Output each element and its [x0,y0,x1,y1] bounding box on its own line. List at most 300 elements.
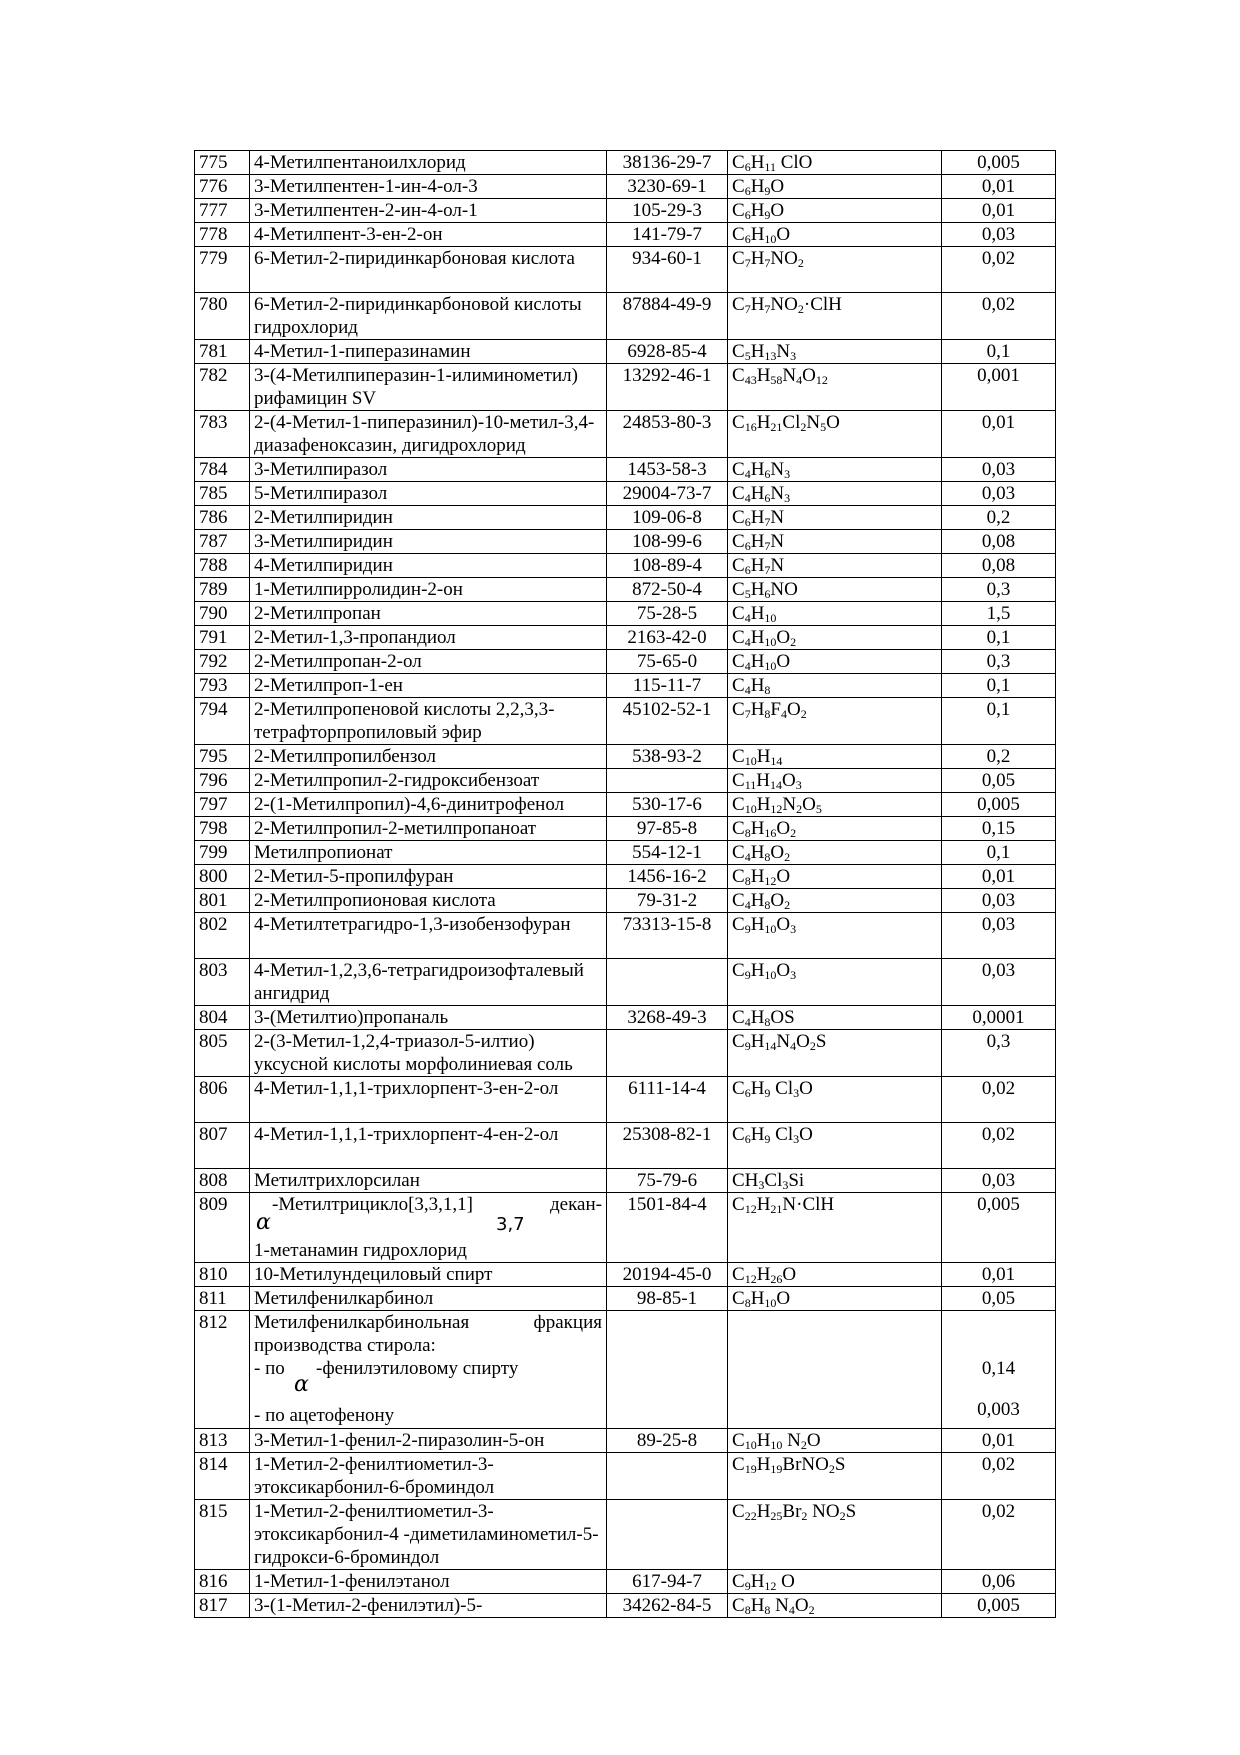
limit-value: 0,1 [942,698,1056,745]
cas-number: 1501-84-4 [607,1193,728,1263]
table-row [195,698,1056,745]
substance-name: Метилфенилкарбинол [250,1287,607,1311]
cas-number: 29004-73-7 [607,482,728,506]
cas-number [607,769,728,793]
formula-text: O [826,412,840,433]
formula-text: N [770,459,785,480]
name-part: - по [254,1358,285,1379]
formula-subscript: 12 [744,1202,757,1216]
limit-value: 0,02 [942,1453,1056,1500]
formula-text: O [796,1031,810,1052]
formula-text: NO [807,1501,840,1522]
formula-subscript: 9 [744,1039,751,1053]
formula-subscript: 7 [764,539,771,553]
formula-text: C [732,365,745,386]
formula-text: H [756,770,770,791]
table-row [195,1570,1056,1594]
formula-subscript: 16 [764,826,777,840]
name-line [254,1311,602,1334]
formula-text: C [732,746,745,767]
formula-subscript: 43 [744,373,757,387]
substance-name: 1-Метил-1-фенилэтанол [250,1570,607,1594]
name-line: - по ацетофенону [254,1405,395,1426]
limit-value: 0,05 [942,1287,1056,1311]
formula-cell [728,913,942,959]
limit-value: 0,02 [942,247,1056,293]
formula-text: C [732,483,745,504]
row-number: 782 [195,364,250,411]
formula-text: S [834,1454,846,1475]
formula-text: H [756,1454,771,1475]
formula-text: C [732,200,745,221]
formula-cell [728,1123,942,1169]
substance-name: 3-(1-Метил-2-фенилэтил)-5- [250,1594,607,1618]
substance-name: 4-Метил-1,2,3,6-тетрагидроизофталевый ангидрид [250,959,607,1006]
substance-name: 4-Метил-1,1,1-трихлорпент-4-ен-2-ол [250,1123,607,1169]
formula-subscript: 11 [744,778,757,792]
formula-text: C [732,152,745,173]
formula-text: C [732,1031,745,1052]
cas-number: 554-12-1 [607,841,728,865]
formula-text: N [782,794,797,815]
formula-text: N [770,483,785,504]
formula-subscript: 9 [744,1579,751,1593]
row-number: 815 [195,1500,250,1570]
formula-text: H [756,365,771,386]
formula-text: O [799,1078,813,1099]
limit-value: 0,1 [942,674,1056,698]
cas-number: 3268-49-3 [607,1006,728,1030]
formula-subscript: 2 [809,1039,816,1053]
formula-text: H [750,842,765,863]
formula-text: C [732,866,745,887]
table-row [195,1500,1056,1570]
limit-value: 0,02 [942,1123,1056,1169]
limit-value: 0,1 [942,626,1056,650]
table-row [195,1453,1056,1500]
cas-number [607,1311,728,1429]
formula-text: C [732,1288,745,1309]
table-row [195,1429,1056,1453]
formula-subscript: 8 [764,1015,771,1029]
formula-cell [728,578,942,602]
limit-value: 0,03 [942,889,1056,913]
row-number: 789 [195,578,250,602]
formula-subscript: 7 [744,302,751,316]
formula-text: O [799,1124,813,1145]
ring-index: 3,7 [496,1214,525,1235]
row-number: 788 [195,554,250,578]
formula-subscript: 3 [784,491,791,505]
limit-value: 0,03 [942,458,1056,482]
formula-subscript: 4 [790,1039,797,1053]
formula-text: C [732,341,745,362]
formula-text: N [770,507,785,528]
formula-subscript: 6 [744,1086,751,1100]
limit-value: 0,01 [942,411,1056,458]
row-number: 784 [195,458,250,482]
formula-subscript: 10 [764,968,777,982]
formula-subscript: 2 [797,256,804,270]
formula-subscript: 5 [820,420,827,434]
formula-subscript: 3 [784,467,791,481]
limit-value: 0,02 [942,293,1056,340]
cas-number: 1456-16-2 [607,865,728,889]
limit-value: 0,08 [942,530,1056,554]
formula-cell [728,1287,942,1311]
limit-value: 0,005 [942,1193,1056,1263]
formula-text: O [776,866,791,887]
formula-cell [728,745,942,769]
row-number: 796 [195,769,250,793]
table-row [195,865,1056,889]
table-row [195,913,1056,959]
row-number: 798 [195,817,250,841]
cas-number: 530-17-6 [607,793,728,817]
formula-subscript: 3 [782,1178,789,1192]
substance-name: 6-Метил-2-пиридинкарбоновая кислота [250,247,607,293]
formula-text: ClO [775,152,813,173]
formula-subscript: 4 [744,683,751,697]
formula-text: O [794,1595,809,1616]
row-number: 817 [195,1594,250,1618]
name-part: декан- [550,1194,602,1215]
cas-number: 73313-15-8 [607,913,728,959]
formula-text: C [732,770,745,791]
formula-text: H [750,914,765,935]
formula-text: O [776,914,791,935]
formula-subscript: 4 [744,850,751,864]
cas-number: 45102-52-1 [607,698,728,745]
limit-value: 1,5 [942,602,1056,626]
substance-name: 10-Метилундециловый спирт [250,1263,607,1287]
formula-subscript: 9 [764,208,771,222]
limit-value: 0,15 [942,817,1056,841]
formula-subscript: 13 [764,349,777,363]
cas-number: 75-65-0 [607,650,728,674]
formula-text: C [732,960,745,981]
formula-text: C [732,603,745,624]
formula-text: F [770,699,781,720]
formula-text: O [802,365,816,386]
formula-subscript: 6 [744,184,751,198]
formula-subscript: 4 [744,659,751,673]
formula-text: H [750,294,765,315]
cas-number [607,1030,728,1077]
formula-cell [728,1429,942,1453]
formula-subscript: 3 [793,1132,800,1146]
cas-number: 79-31-2 [607,889,728,913]
limit-value: 0,2 [942,745,1056,769]
cas-number: 38136-29-7 [607,151,728,175]
formula-subscript: 6 [764,467,771,481]
formula-cell [728,841,942,865]
formula-cell [728,626,942,650]
table-row [195,247,1056,293]
formula-subscript: 2 [790,826,797,840]
formula-subscript: 3 [793,1086,800,1100]
row-number: 790 [195,602,250,626]
substance-name: 2-Метилпропан-2-ол [250,650,607,674]
formula-subscript: 10 [764,635,777,649]
formula-text: C [732,176,745,197]
row-number: 800 [195,865,250,889]
formula-cell [728,674,942,698]
formula-text: H [750,960,765,981]
table-row [195,674,1056,698]
formula-text: O [776,1288,791,1309]
formula-subscript: 21 [770,1202,783,1216]
formula-text: C [732,1571,745,1592]
formula-subscript: 3 [790,922,797,936]
formula-cell [728,769,942,793]
substance-name: Метилпропионат [250,841,607,865]
formula-cell [728,817,942,841]
table-row [195,482,1056,506]
row-number: 814 [195,1453,250,1500]
formula-text: N [782,365,797,386]
formula-cell [728,1169,942,1193]
formula-text: O [770,176,785,197]
formula-text: O [770,842,785,863]
formula-text: H [750,1031,765,1052]
limit-value: 0,06 [942,1570,1056,1594]
table-row [195,1594,1056,1618]
row-number: 803 [195,959,250,1006]
formula-subscript: 12 [770,802,783,816]
formula-subscript: 2 [796,802,803,816]
formula-subscript: 7 [764,302,771,316]
formula-text: Cl [770,1124,794,1145]
substance-name: 4-Метил-1-пиперазинамин [250,340,607,364]
name-line [254,1193,602,1239]
formula-text: C [732,294,745,315]
name-line [254,1357,602,1404]
formula-text: H [750,603,765,624]
formula-text: N [806,412,821,433]
formula-cell [728,411,942,458]
row-number: 805 [195,1030,250,1077]
limit-value: 0,001 [942,364,1056,411]
formula-subscript: 4 [744,898,751,912]
cas-number: 141-79-7 [607,223,728,247]
limit-value: 0,01 [942,175,1056,199]
formula-subscript: 4 [744,635,751,649]
formula-cell [728,865,942,889]
substance-name: 3-Метил-1-фенил-2-пиразолин-5-он [250,1429,607,1453]
formula-text: H [756,412,771,433]
formula-cell [728,530,942,554]
formula-subscript: 8 [744,1603,751,1617]
formula-text: C [732,248,745,269]
limit-value: 0,005 [942,793,1056,817]
formula-subscript: 2 [800,1438,807,1452]
formula-text: Cl [764,1170,783,1191]
formula-cell [728,889,942,913]
substance-name: 3-(Метилтио)пропаналь [250,1006,607,1030]
table-row [195,530,1056,554]
formula-subscript: 4 [744,491,751,505]
table-row [195,1263,1056,1287]
formula-subscript: 10 [764,1296,777,1310]
row-number: 799 [195,841,250,865]
limit-value: 0,1 [942,340,1056,364]
formula-text: S [815,1031,827,1052]
formula-cell [728,1500,942,1570]
formula-subscript: 12 [744,1272,757,1286]
row-number: 781 [195,340,250,364]
row-number: 802 [195,913,250,959]
table-row [195,151,1056,175]
formula-subscript: 2 [828,1462,835,1476]
table-row [195,817,1056,841]
cas-number: 24853-80-3 [607,411,728,458]
cas-number [607,1453,728,1500]
formula-subscript: 14 [770,754,783,768]
formula-subscript: 9 [744,922,751,936]
formula-subscript: 6 [744,208,751,222]
substance-name: 2-Метилпропионовая кислота [250,889,607,913]
formula-text: C [732,507,745,528]
row-number: 779 [195,247,250,293]
formula-text: C [732,1264,745,1285]
formula-subscript: 10 [744,754,757,768]
table-row [195,1030,1056,1077]
formula-subscript: 2 [839,1509,846,1523]
formula-text: O [787,699,801,720]
substance-name: 2-Метилпропил-2-метилпропаноат [250,817,607,841]
row-number: 775 [195,151,250,175]
formula-text: Si [788,1170,805,1191]
cas-number: 105-29-3 [607,199,728,223]
formula-text: C [732,1194,745,1215]
cas-number: 934-60-1 [607,247,728,293]
formula-cell [728,1453,942,1500]
formula-text: H [750,1007,765,1028]
formula-subscript: 2 [784,898,791,912]
formula-text: O [781,770,796,791]
formula-subscript: 14 [764,1039,777,1053]
formula-text: N [782,1430,801,1451]
row-number: 792 [195,650,250,674]
cas-number: 108-89-4 [607,554,728,578]
cas-number: 89-25-8 [607,1429,728,1453]
cas-number: 2163-42-0 [607,626,728,650]
formula-subscript: 6 [744,563,751,577]
table-row [195,769,1056,793]
cas-number: 87884-49-9 [607,293,728,340]
formula-text: C [732,459,745,480]
substance-name [250,1193,607,1263]
formula-subscript: 8 [764,898,771,912]
formula-text: H [750,1595,765,1616]
formula-text: Cl [770,1078,794,1099]
formula-text: H [750,248,765,269]
row-number: 806 [195,1077,250,1123]
formula-subscript: 2 [808,1603,815,1617]
formula-text: C [732,627,745,648]
formula-text: O [770,200,785,221]
formula-subscript: 4 [788,1603,795,1617]
limit-value: 0,3 [942,1030,1056,1077]
limit-value: 0,03 [942,223,1056,247]
formula-text: H [750,531,765,552]
formula-subscript: 8 [744,1296,751,1310]
limit-value: 0,005 [942,151,1056,175]
cas-number: 75-79-6 [607,1169,728,1193]
limit-value: 0,05 [942,769,1056,793]
formula-subscript: 7 [764,563,771,577]
formula-text: H [750,890,765,911]
formula-subscript: 2 [801,1509,808,1523]
substance-name: 2-Метил-5-пропилфуран [250,865,607,889]
formula-text: C [732,914,745,935]
formula-subscript: 8 [764,1603,771,1617]
name-part: фракция [533,1312,602,1333]
limit-value: 0,01 [942,199,1056,223]
formula-subscript: 5 [744,349,751,363]
formula-subscript: 9 [764,1086,771,1100]
formula-subscript: 4 [781,707,787,721]
limit-value: 0,01 [942,1429,1056,1453]
formula-cell [728,1311,942,1429]
table-row [195,959,1056,1006]
limit-value: 0,03 [942,913,1056,959]
formula-cell [728,293,942,340]
limit-value: 0,03 [942,482,1056,506]
substance-name: 1-Метилпирролидин-2-он [250,578,607,602]
table-row [195,364,1056,411]
table-row [195,793,1056,817]
formula-subscript: 11 [764,160,776,174]
substance-name: 2-Метилпиридин [250,506,607,530]
substance-name: 4-Метилпентаноилхлорид [250,151,607,175]
formula-text: H [756,1194,771,1215]
formula-subscript: 12 [764,1579,777,1593]
limit-value: 0,03 [942,1169,1056,1193]
formula-text: C [732,818,745,839]
formula-text: H [750,866,765,887]
formula-subscript: 10 [764,611,777,625]
formula-subscript: 5 [744,587,751,601]
formula-subscript: 3 [758,1178,765,1192]
cas-number: 538-93-2 [607,745,728,769]
table-row [195,889,1056,913]
row-number: 783 [195,411,250,458]
formula-text: H [750,555,765,576]
formula-text: H [750,459,765,480]
formula-text: C [732,579,745,600]
row-number: 794 [195,698,250,745]
cas-number: 20194-45-0 [607,1263,728,1287]
cas-number: 25308-82-1 [607,1123,728,1169]
row-number: 811 [195,1287,250,1311]
row-number: 809 [195,1193,250,1263]
limit-value [942,1311,1056,1429]
formula-subscript: 10 [744,802,757,816]
table-row [195,1169,1056,1193]
substance-name: 1-Метил-2-фенилтиометил-3-этоксикарбонил-6-броминдол [250,1453,607,1500]
cas-number: 97-85-8 [607,817,728,841]
formula-cell [728,554,942,578]
formula-subscript: 19 [744,1462,757,1476]
substance-name: 3-Метилпентен-2-ин-4-ол-1 [250,199,607,223]
limit-value: 0,2 [942,506,1056,530]
row-number: 812 [195,1311,250,1429]
formula-text: C [732,1430,745,1451]
table-row [195,1287,1056,1311]
substance-name: 3-Метилпиразол [250,458,607,482]
